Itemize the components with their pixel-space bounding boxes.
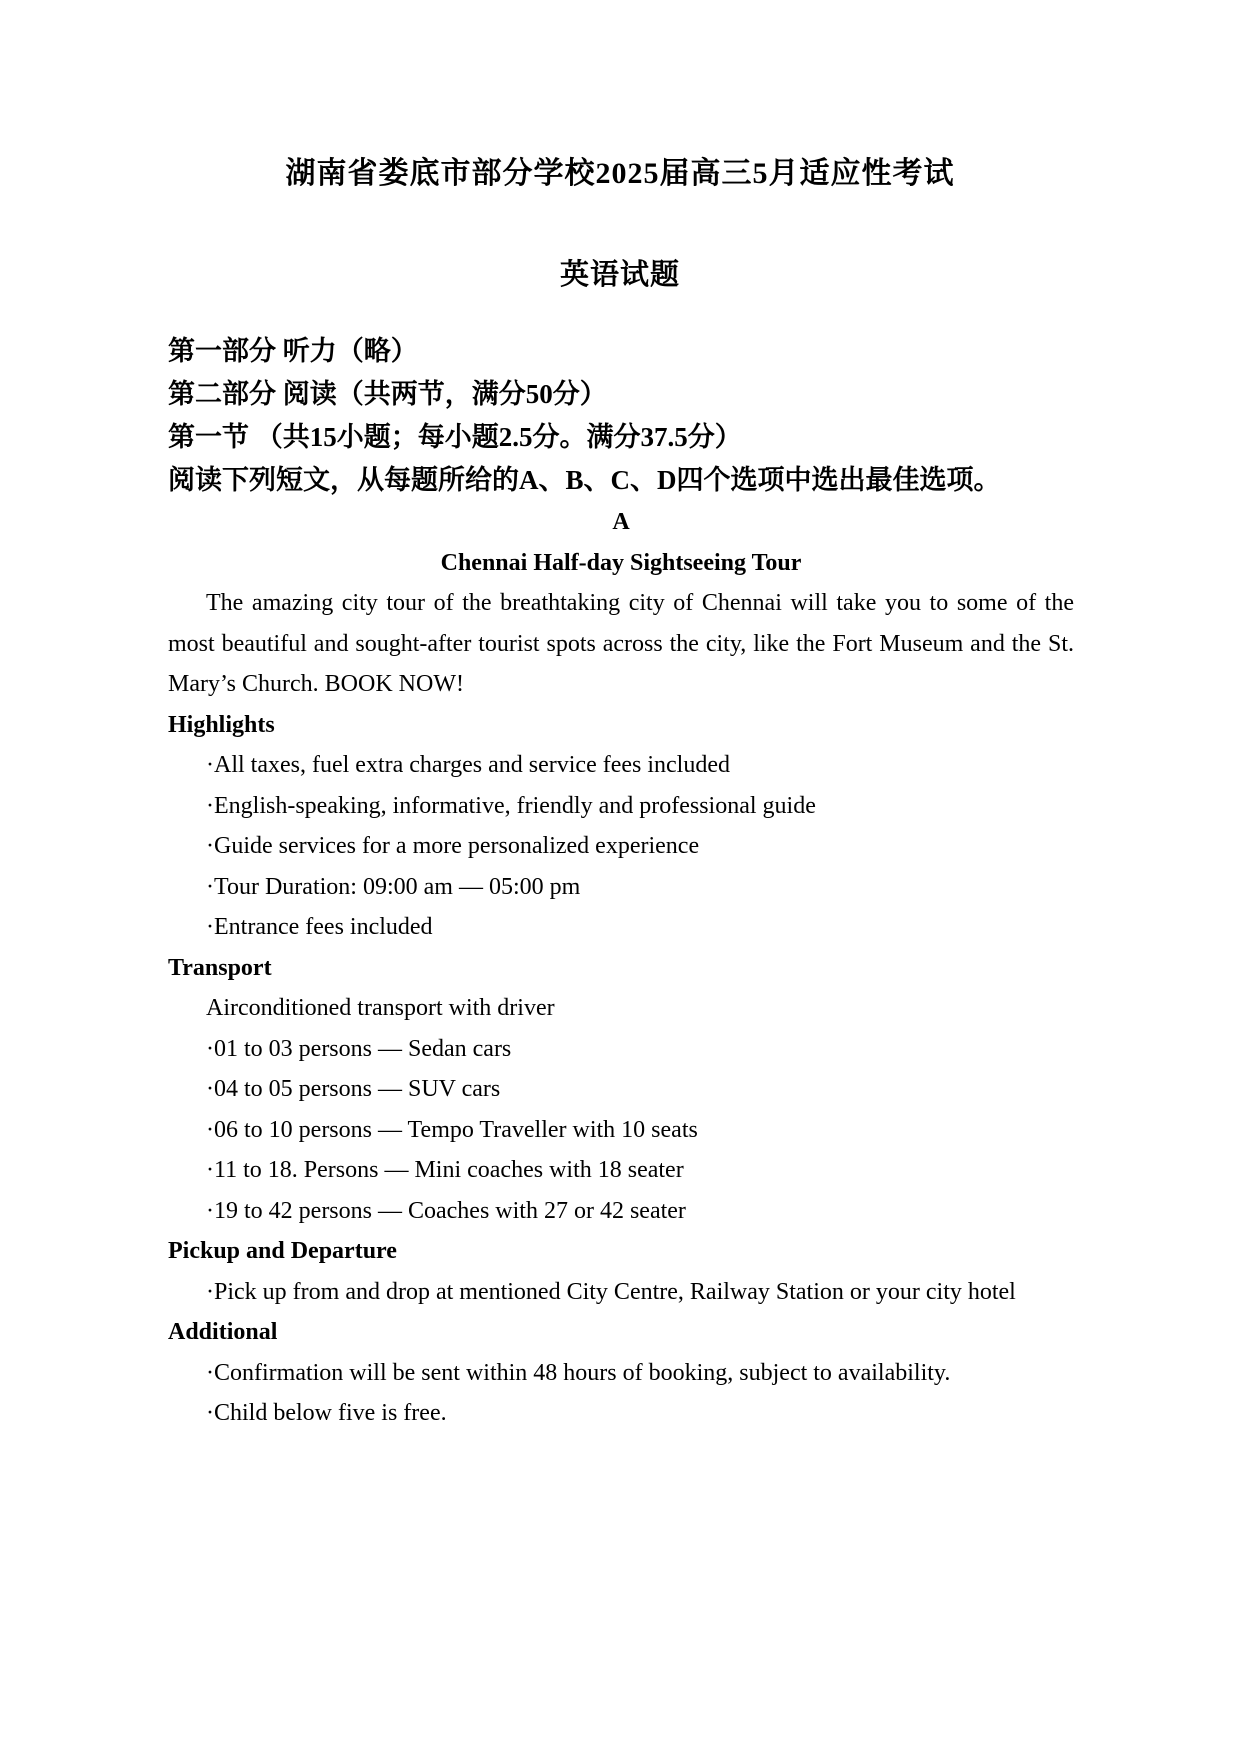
reading-instructions: 阅读下列短文，从每题所给的A、B、C、D四个选项中选出最佳选项。 bbox=[168, 465, 1001, 495]
list-item: ·Confirmation will be sent within 48 hours of booking, subject to availability. bbox=[206, 1359, 951, 1386]
list-item: ·Tour Duration: 09:00 am — 05:00 pm bbox=[206, 873, 581, 900]
list-item: ·11 to 18. Persons — Mini coaches with 18 seater bbox=[206, 1157, 684, 1183]
section-header: Transport bbox=[168, 954, 272, 981]
section-transport bbox=[168, 948, 1074, 1232]
list-item: ·English-speaking, informative, friendly and professional guide bbox=[206, 792, 816, 819]
list-item: ·Pick up from and drop at mentioned City Centre, Railway Station or your city hotel bbox=[206, 1278, 1016, 1305]
passage-title: Chennai Half-day Sightseeing Tour bbox=[440, 549, 802, 576]
list-item: ·19 to 42 persons — Coaches with 27 or 42 seater bbox=[206, 1197, 686, 1224]
list-item: ·06 to 10 persons — Tempo Traveller with 10 seats bbox=[206, 1116, 698, 1143]
list-item: ·Entrance fees included bbox=[206, 914, 433, 940]
section-lead: Airconditioned transport with driver bbox=[206, 995, 555, 1021]
list-item: ·01 to 03 persons — Sedan cars bbox=[206, 1035, 512, 1062]
section-pickup-departure bbox=[168, 1231, 1074, 1312]
page-subtitle: 英语试题 bbox=[559, 259, 680, 291]
passage-intro: The amazing city tour of the breathtaking city of Chennai will take you to some of the most beautiful and sought-after tourist spots across the city, like the Fort Museum and the St. Mary’s Church. BOOK NOW! bbox=[168, 590, 1074, 697]
section-header: Pickup and Departure bbox=[168, 1238, 397, 1264]
section1-heading: 第一节 （共15小题；每小题2.5分。满分37.5分） bbox=[168, 422, 742, 452]
page-content bbox=[168, 330, 1074, 1434]
section-header: Additional bbox=[168, 1319, 278, 1345]
section-header: Highlights bbox=[168, 711, 275, 738]
passage-a bbox=[168, 502, 1074, 1434]
exam-headings bbox=[168, 330, 1074, 502]
list-item: ·Guide services for a more personalized experience bbox=[206, 833, 700, 859]
section-highlights bbox=[168, 705, 1074, 948]
list-item: ·04 to 05 persons — SUV cars bbox=[206, 1076, 501, 1102]
list-item: ·Child below five is free. bbox=[206, 1400, 447, 1426]
part1-heading: 第一部分 听力（略） bbox=[168, 336, 418, 366]
part2-heading: 第二部分 阅读（共两节，满分50分） bbox=[168, 379, 607, 409]
passage-label: A bbox=[612, 509, 630, 535]
list-item: ·All taxes, fuel extra charges and service fees included bbox=[206, 752, 730, 778]
page-title: 湖南省娄底市部分学校2025届高三5月适应性考试 bbox=[285, 157, 955, 190]
section-additional bbox=[168, 1312, 1074, 1434]
